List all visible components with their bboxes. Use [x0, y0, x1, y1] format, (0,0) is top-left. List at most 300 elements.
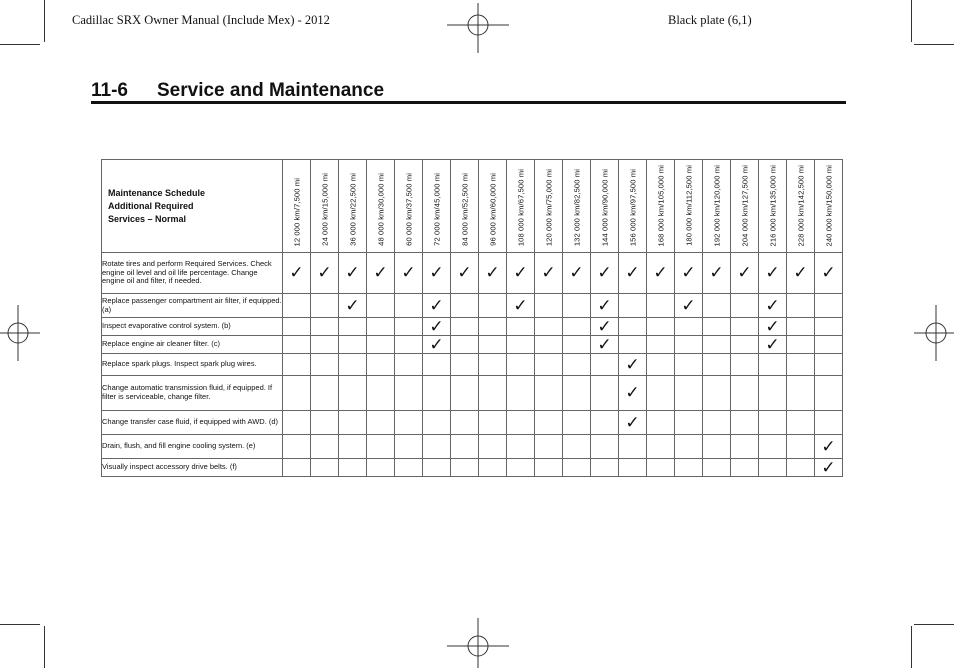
- registration-mark-top: [447, 3, 509, 53]
- service-description: Replace passenger compartment air filter, if equipped. (a): [102, 294, 283, 318]
- empty-cell: [395, 336, 423, 354]
- empty-cell: [731, 435, 759, 459]
- empty-cell: [815, 336, 843, 354]
- empty-cell: [731, 294, 759, 318]
- empty-cell: [563, 435, 591, 459]
- check-mark-cell: [423, 336, 451, 354]
- crop-mark: [0, 624, 40, 625]
- service-description: Replace engine air cleaner filter. (c): [102, 336, 283, 354]
- mileage-header: [647, 160, 675, 253]
- crop-mark: [914, 44, 954, 45]
- check-mark-cell: [507, 294, 535, 318]
- check-mark-cell: [815, 459, 843, 477]
- check-mark-icon: ✓: [429, 316, 444, 336]
- empty-cell: [647, 318, 675, 336]
- empty-cell: [787, 354, 815, 376]
- mileage-label: 72 000 km/45,000 mi: [432, 173, 441, 246]
- empty-cell: [479, 459, 507, 477]
- empty-cell: [507, 318, 535, 336]
- check-mark-cell: [339, 294, 367, 318]
- check-mark-cell: [647, 253, 675, 294]
- check-mark-icon: ✓: [513, 263, 528, 282]
- check-mark-icon: ✓: [457, 263, 472, 282]
- empty-cell: [423, 435, 451, 459]
- empty-cell: [311, 354, 339, 376]
- check-mark-cell: [535, 253, 563, 294]
- empty-cell: [703, 459, 731, 477]
- check-mark-cell: [591, 294, 619, 318]
- empty-cell: [367, 435, 395, 459]
- check-mark-cell: [423, 253, 451, 294]
- empty-cell: [703, 354, 731, 376]
- empty-cell: [311, 336, 339, 354]
- mileage-label: 36 000 km/22,500 mi: [348, 173, 357, 246]
- check-mark-icon: ✓: [625, 412, 640, 432]
- mileage-label: 84 000 km/52,500 mi: [460, 173, 469, 246]
- empty-cell: [479, 318, 507, 336]
- empty-cell: [311, 376, 339, 411]
- mileage-label: 168 000 km/105,000 mi: [656, 164, 665, 246]
- mileage-label: 108 000 km/67,500 mi: [516, 168, 525, 246]
- empty-cell: [423, 354, 451, 376]
- check-mark-cell: [731, 253, 759, 294]
- table-row: [102, 354, 843, 376]
- manual-title: Cadillac SRX Owner Manual (Include Mex) - 2012: [72, 13, 330, 27]
- mileage-label: 180 000 km/112,500 mi: [684, 165, 693, 246]
- empty-cell: [311, 294, 339, 318]
- empty-cell: [311, 435, 339, 459]
- empty-cell: [619, 318, 647, 336]
- mileage-header: [619, 160, 647, 253]
- empty-cell: [647, 294, 675, 318]
- empty-cell: [395, 318, 423, 336]
- empty-cell: [507, 376, 535, 411]
- empty-cell: [675, 354, 703, 376]
- empty-cell: [283, 459, 311, 477]
- crop-mark: [914, 624, 954, 625]
- check-mark-cell: [339, 253, 367, 294]
- empty-cell: [591, 376, 619, 411]
- registration-mark-left: [0, 305, 40, 361]
- empty-cell: [731, 376, 759, 411]
- empty-cell: [479, 294, 507, 318]
- empty-cell: [283, 435, 311, 459]
- mileage-header: [423, 160, 451, 253]
- check-mark-cell: [815, 435, 843, 459]
- empty-cell: [675, 435, 703, 459]
- mileage-label: 96 000 km/60,000 mi: [488, 173, 497, 246]
- empty-cell: [451, 354, 479, 376]
- empty-cell: [283, 294, 311, 318]
- empty-cell: [759, 459, 787, 477]
- section-number: 11-6: [91, 80, 128, 101]
- empty-cell: [339, 376, 367, 411]
- empty-cell: [451, 411, 479, 435]
- check-mark-icon: ✓: [793, 263, 808, 282]
- mileage-header: [815, 160, 843, 253]
- schedule-heading-line: Additional Required: [108, 200, 194, 211]
- mileage-header: [675, 160, 703, 253]
- empty-cell: [563, 318, 591, 336]
- check-mark-icon: ✓: [821, 263, 836, 282]
- empty-cell: [395, 376, 423, 411]
- mileage-label: 24 000 km/15,000 mi: [320, 173, 329, 246]
- table-row: [102, 336, 843, 354]
- check-mark-icon: ✓: [597, 263, 612, 282]
- empty-cell: [535, 318, 563, 336]
- mileage-header: [339, 160, 367, 253]
- service-description: Drain, flush, and fill engine cooling system. (e): [102, 435, 283, 459]
- empty-cell: [423, 376, 451, 411]
- mileage-header: [731, 160, 759, 253]
- empty-cell: [367, 336, 395, 354]
- empty-cell: [647, 411, 675, 435]
- empty-cell: [367, 411, 395, 435]
- mileage-label: 120 000 km/75,000 mi: [544, 168, 553, 246]
- empty-cell: [731, 411, 759, 435]
- empty-cell: [507, 354, 535, 376]
- table-row: [102, 294, 843, 318]
- check-mark-icon: ✓: [681, 295, 696, 315]
- check-mark-icon: ✓: [401, 263, 416, 282]
- empty-cell: [479, 354, 507, 376]
- check-mark-icon: ✓: [345, 263, 360, 282]
- empty-cell: [563, 336, 591, 354]
- schedule-heading-line: Services – Normal: [108, 213, 187, 224]
- empty-cell: [311, 459, 339, 477]
- empty-cell: [563, 411, 591, 435]
- mileage-header: [311, 160, 339, 253]
- plate-label: Black plate (6,1): [668, 13, 752, 27]
- check-mark-cell: [759, 253, 787, 294]
- check-mark-icon: ✓: [429, 334, 444, 354]
- service-description: Inspect evaporative control system. (b): [102, 318, 283, 336]
- empty-cell: [675, 459, 703, 477]
- crop-mark: [0, 44, 40, 45]
- empty-cell: [451, 294, 479, 318]
- mileage-label: 228 000 km/142,500 mi: [796, 164, 805, 246]
- empty-cell: [591, 411, 619, 435]
- check-mark-icon: ✓: [289, 263, 304, 282]
- empty-cell: [395, 294, 423, 318]
- check-mark-cell: [675, 253, 703, 294]
- check-mark-icon: ✓: [429, 295, 444, 315]
- check-mark-icon: ✓: [373, 263, 388, 282]
- check-mark-icon: ✓: [625, 383, 640, 402]
- empty-cell: [759, 354, 787, 376]
- crop-mark: [911, 626, 912, 668]
- empty-cell: [283, 354, 311, 376]
- empty-cell: [507, 459, 535, 477]
- empty-cell: [759, 435, 787, 459]
- empty-cell: [283, 376, 311, 411]
- check-mark-icon: ✓: [765, 334, 780, 354]
- empty-cell: [731, 354, 759, 376]
- check-mark-icon: ✓: [597, 295, 612, 315]
- empty-cell: [787, 435, 815, 459]
- check-mark-icon: ✓: [821, 436, 836, 456]
- empty-cell: [283, 411, 311, 435]
- check-mark-cell: [479, 253, 507, 294]
- mileage-header: [507, 160, 535, 253]
- schedule-heading-line: Maintenance Schedule: [108, 187, 206, 198]
- check-mark-cell: [759, 318, 787, 336]
- empty-cell: [647, 376, 675, 411]
- table-row: [102, 253, 843, 294]
- empty-cell: [535, 294, 563, 318]
- crop-mark: [44, 626, 45, 668]
- empty-cell: [815, 318, 843, 336]
- check-mark-icon: ✓: [709, 263, 724, 282]
- empty-cell: [647, 435, 675, 459]
- empty-cell: [815, 294, 843, 318]
- empty-cell: [535, 411, 563, 435]
- check-mark-icon: ✓: [765, 295, 780, 315]
- empty-cell: [647, 354, 675, 376]
- empty-cell: [647, 336, 675, 354]
- mileage-header: [535, 160, 563, 253]
- empty-cell: [283, 318, 311, 336]
- check-mark-icon: ✓: [737, 263, 752, 282]
- check-mark-cell: [815, 253, 843, 294]
- check-mark-cell: [395, 253, 423, 294]
- empty-cell: [619, 435, 647, 459]
- table-row: [102, 318, 843, 336]
- empty-cell: [703, 294, 731, 318]
- mileage-header: [787, 160, 815, 253]
- service-description: Replace spark plugs. Inspect spark plug wires.: [102, 354, 283, 376]
- check-mark-icon: ✓: [681, 263, 696, 282]
- empty-cell: [787, 294, 815, 318]
- empty-cell: [535, 435, 563, 459]
- empty-cell: [619, 459, 647, 477]
- check-mark-cell: [759, 294, 787, 318]
- mileage-header: [563, 160, 591, 253]
- empty-cell: [339, 459, 367, 477]
- empty-cell: [815, 376, 843, 411]
- table-row: [102, 376, 843, 411]
- empty-cell: [479, 376, 507, 411]
- empty-cell: [563, 294, 591, 318]
- check-mark-icon: ✓: [625, 354, 640, 374]
- table-row: [102, 459, 843, 477]
- registration-mark-bottom: [447, 618, 509, 668]
- empty-cell: [283, 336, 311, 354]
- empty-cell: [619, 294, 647, 318]
- empty-cell: [339, 435, 367, 459]
- check-mark-icon: ✓: [541, 263, 556, 282]
- empty-cell: [703, 376, 731, 411]
- empty-cell: [507, 336, 535, 354]
- check-mark-cell: [675, 294, 703, 318]
- check-mark-cell: [563, 253, 591, 294]
- check-mark-icon: ✓: [765, 263, 780, 282]
- empty-cell: [451, 336, 479, 354]
- check-mark-cell: [423, 318, 451, 336]
- check-mark-cell: [423, 294, 451, 318]
- mileage-header: [367, 160, 395, 253]
- empty-cell: [395, 411, 423, 435]
- empty-cell: [647, 459, 675, 477]
- check-mark-cell: [619, 253, 647, 294]
- check-mark-icon: ✓: [625, 263, 640, 282]
- empty-cell: [423, 411, 451, 435]
- check-mark-cell: [591, 318, 619, 336]
- empty-cell: [479, 336, 507, 354]
- empty-cell: [619, 336, 647, 354]
- check-mark-cell: [451, 253, 479, 294]
- empty-cell: [451, 435, 479, 459]
- empty-cell: [787, 318, 815, 336]
- check-mark-cell: [619, 411, 647, 435]
- mileage-label: 204 000 km/127,500 mi: [740, 164, 749, 246]
- empty-cell: [815, 411, 843, 435]
- check-mark-icon: ✓: [485, 263, 500, 282]
- empty-cell: [311, 411, 339, 435]
- empty-cell: [367, 354, 395, 376]
- empty-cell: [395, 435, 423, 459]
- table-row: [102, 411, 843, 435]
- empty-cell: [535, 336, 563, 354]
- mileage-label: 48 000 km/30,000 mi: [376, 173, 385, 246]
- empty-cell: [423, 459, 451, 477]
- maintenance-schedule-table: [101, 159, 843, 477]
- mileage-header: [395, 160, 423, 253]
- empty-cell: [507, 411, 535, 435]
- empty-cell: [339, 411, 367, 435]
- registration-mark-right: [914, 305, 954, 361]
- crop-mark: [44, 0, 45, 42]
- check-mark-icon: ✓: [345, 295, 360, 315]
- mileage-label: 12 000 km/7,500 mi: [292, 177, 301, 246]
- empty-cell: [563, 459, 591, 477]
- empty-cell: [703, 435, 731, 459]
- check-mark-icon: ✓: [765, 316, 780, 336]
- section-heading: [91, 80, 384, 102]
- empty-cell: [675, 411, 703, 435]
- empty-cell: [451, 376, 479, 411]
- empty-cell: [339, 354, 367, 376]
- mileage-header: [703, 160, 731, 253]
- empty-cell: [591, 435, 619, 459]
- empty-cell: [339, 336, 367, 354]
- empty-cell: [367, 376, 395, 411]
- empty-cell: [479, 435, 507, 459]
- check-mark-cell: [703, 253, 731, 294]
- empty-cell: [759, 376, 787, 411]
- empty-cell: [451, 459, 479, 477]
- check-mark-cell: [591, 253, 619, 294]
- mileage-label: 132 000 km/82,500 mi: [572, 168, 581, 246]
- section-title: Service and Maintenance: [157, 80, 385, 101]
- table-row: [102, 435, 843, 459]
- service-description: Change transfer case fluid, if equipped with AWD. (d): [102, 411, 283, 435]
- check-mark-icon: ✓: [821, 457, 836, 477]
- empty-cell: [311, 318, 339, 336]
- check-mark-icon: ✓: [597, 334, 612, 354]
- empty-cell: [703, 318, 731, 336]
- empty-cell: [591, 459, 619, 477]
- empty-cell: [395, 354, 423, 376]
- check-mark-cell: [283, 253, 311, 294]
- empty-cell: [787, 336, 815, 354]
- empty-cell: [759, 411, 787, 435]
- mileage-label: 60 000 km/37,500 mi: [404, 173, 413, 246]
- service-description: Visually inspect accessory drive belts. (f): [102, 459, 283, 477]
- empty-cell: [339, 318, 367, 336]
- empty-cell: [731, 336, 759, 354]
- check-mark-icon: ✓: [513, 295, 528, 315]
- empty-cell: [367, 459, 395, 477]
- empty-cell: [395, 459, 423, 477]
- mileage-header: [451, 160, 479, 253]
- empty-cell: [563, 354, 591, 376]
- mileage-header: [283, 160, 311, 253]
- mileage-header: [591, 160, 619, 253]
- empty-cell: [815, 354, 843, 376]
- empty-cell: [731, 318, 759, 336]
- mileage-label: 216 000 km/135,000 mi: [768, 164, 777, 246]
- check-mark-cell: [759, 336, 787, 354]
- check-mark-cell: [311, 253, 339, 294]
- empty-cell: [703, 411, 731, 435]
- check-mark-icon: ✓: [317, 263, 332, 282]
- check-mark-cell: [591, 336, 619, 354]
- section-rule: [91, 101, 846, 104]
- empty-cell: [507, 435, 535, 459]
- check-mark-cell: [787, 253, 815, 294]
- empty-cell: [535, 459, 563, 477]
- check-mark-cell: [367, 253, 395, 294]
- empty-cell: [535, 354, 563, 376]
- mileage-label: 240 000 km/150,000 mi: [824, 164, 833, 246]
- mileage-header: [759, 160, 787, 253]
- empty-cell: [787, 411, 815, 435]
- check-mark-cell: [619, 354, 647, 376]
- empty-cell: [563, 376, 591, 411]
- mileage-label: 156 000 km/97,500 mi: [628, 168, 637, 246]
- check-mark-icon: ✓: [597, 316, 612, 336]
- empty-cell: [675, 376, 703, 411]
- check-mark-icon: ✓: [429, 263, 444, 282]
- empty-cell: [703, 336, 731, 354]
- check-mark-icon: ✓: [569, 263, 584, 282]
- check-mark-cell: [619, 376, 647, 411]
- schedule-heading: [102, 160, 283, 253]
- empty-cell: [479, 411, 507, 435]
- empty-cell: [451, 318, 479, 336]
- mileage-label: 144 000 km/90,000 mi: [600, 168, 609, 246]
- empty-cell: [787, 459, 815, 477]
- empty-cell: [535, 376, 563, 411]
- empty-cell: [367, 318, 395, 336]
- mileage-header: [479, 160, 507, 253]
- check-mark-icon: ✓: [653, 263, 668, 282]
- empty-cell: [591, 354, 619, 376]
- empty-cell: [731, 459, 759, 477]
- table-header-row: [102, 160, 843, 253]
- empty-cell: [367, 294, 395, 318]
- table-body: [102, 253, 843, 477]
- check-mark-cell: [507, 253, 535, 294]
- service-description: Rotate tires and perform Required Services. Check engine oil level and oil life percentage. Change engine oil and filter, if needed.: [102, 253, 283, 294]
- crop-mark: [911, 0, 912, 42]
- empty-cell: [675, 336, 703, 354]
- mileage-label: 192 000 km/120,000 mi: [712, 164, 721, 246]
- empty-cell: [675, 318, 703, 336]
- service-description: Change automatic transmission fluid, if equipped. If filter is serviceable, change filter.: [102, 376, 283, 411]
- empty-cell: [787, 376, 815, 411]
